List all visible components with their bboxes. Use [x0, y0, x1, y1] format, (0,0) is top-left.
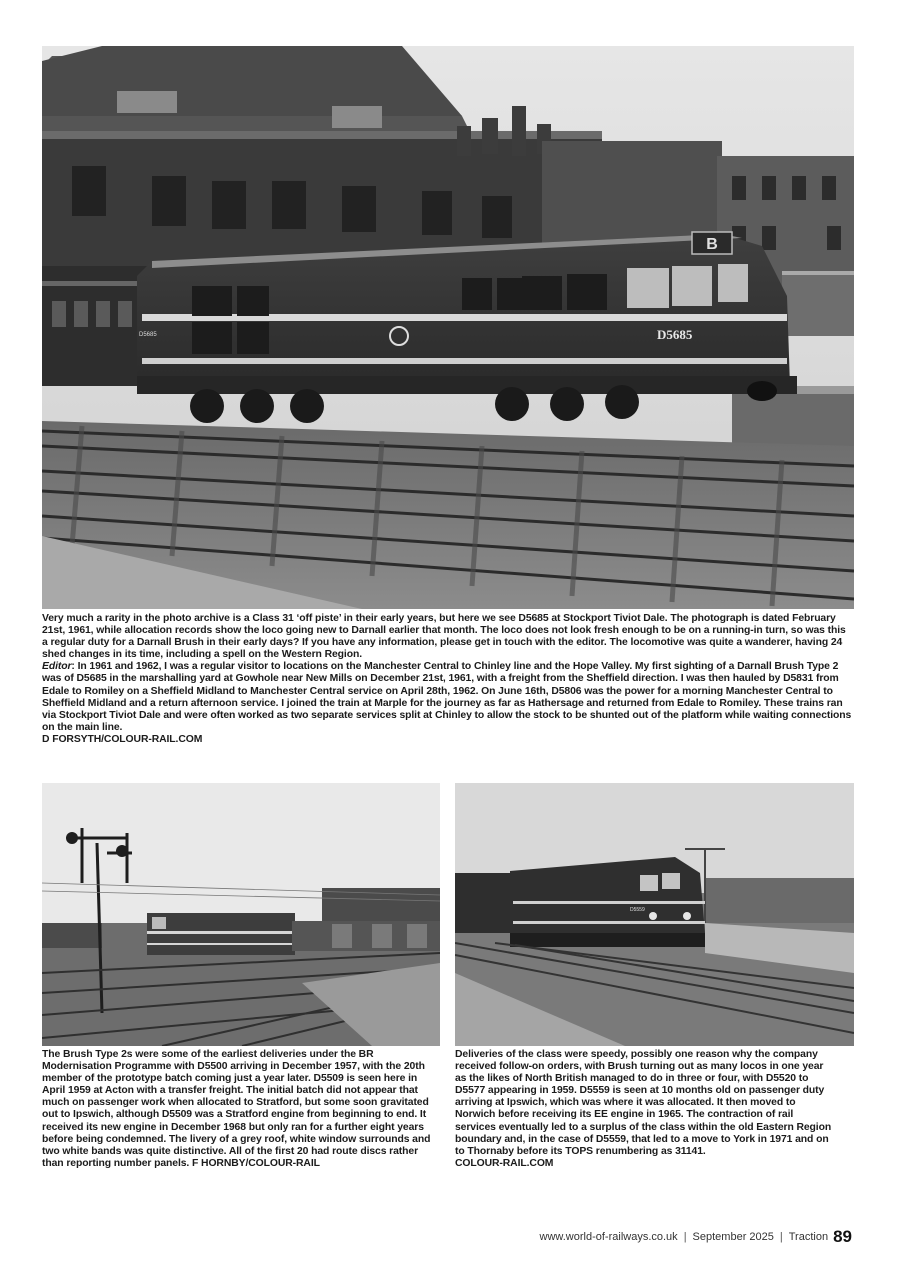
- photo-d5559-ipswich: [455, 783, 854, 1046]
- main-photo-class31-d5685: [42, 46, 854, 609]
- footer-separator: |: [683, 1231, 687, 1243]
- footer-issue: September 2025: [692, 1231, 774, 1243]
- caption-right-text: Deliveries of the class were speedy, possibly one reason why the company received follow-on orders, with Brush turning out as many locos in one year as the likes of North British managed to do in three or four, with D5520 to D5577 appearing in 1959. D5559 is seen at 10 months old on passenger duty arriving at Ipswich, which was where it was allocated. It then moved to Norwich before receiving its EE engine in 1965. The contraction of rail services eventually led to a surplus of the class within the old Eastern Region boundary and, in the case of D5559, that led to a move to York in 1971 and on to Thornaby before its TOPS renumbering as 31141.: [455, 1049, 832, 1157]
- cab-number: D5559: [630, 907, 645, 913]
- caption-right-credit: COLOUR-RAIL.COM: [455, 1157, 554, 1169]
- loco-number-side: D5685: [657, 327, 693, 342]
- page-number: 89: [833, 1227, 852, 1246]
- footer-separator: |: [779, 1231, 783, 1243]
- editor-label: Editor: [42, 661, 72, 673]
- caption-left-text: The Brush Type 2s were some of the earliest deliveries under the BR Modernisation Programme with D5500 arriving in December 1957, with the 20th member of the prototype batch coming just a year later. D5509 is seen here in April 1959 at Acton with a transfer freight. The initial batch did not appear that much on passenger work when allocated to Stratford, but some soon gravitated out to Ipswich, although D5509 was a Stratford engine from beginning to end. It received its new engine in December 1968 but only ran for a further eight years before being condemned. The livery of a grey roof, white window surrounds and two white bands was quite distinctive. All of the first 20 had route discs rather than reporting number panels.: [42, 1049, 431, 1169]
- footer-website: www.world-of-railways.co.uk: [539, 1231, 678, 1243]
- caption-main-credit: D FORSYTH/COLOUR-RAIL.COM: [42, 733, 203, 745]
- headcode-panel: B: [706, 236, 718, 253]
- right-photo-caption: [455, 1049, 835, 1170]
- main-photo-caption: [42, 613, 854, 746]
- page-footer: [540, 1226, 852, 1248]
- caption-left-credit: F HORNBY/COLOUR-RAIL: [192, 1157, 320, 1169]
- loco-number-cab: D5685: [139, 332, 157, 338]
- left-photo-caption: [42, 1049, 434, 1170]
- caption-main-editor-note: [42, 661, 854, 734]
- editor-text: : In 1961 and 1962, I was a regular visitor to locations on the Manchester Central to Chinley line and the Hope Valley. My first sighting of a Darnall Brush Type 2 was of D5685 in the marshalling yard at Gowhole near New Mills on December 21st, 1961, with a freight from the Sheffield direction. I was then hauled by D5831 from Edale to Romiley on a Sheffield Midland to Manchester Central service on April 28th, 1962. On June 16th, D5806 was the power for a morning Manchester Central to Sheffield Midland and a return afternoon service. I joined the train at Marple for the journey as far as Hathersage and returned from Edale to Romiley. These trains ran via Stockport Tiviot Dale and were often worked as two separate services split at Chinley to allow the stock to be shunted out of the platform while waiting connections on the main line.: [42, 661, 852, 733]
- footer-magazine: Traction: [788, 1231, 829, 1243]
- caption-main-text: Very much a rarity in the photo archive is a Class 31 ‘off piste’ in their early years, but here we see D5685 at Stockport Tiviot Dale. The photograph is dated February 21st, 1961, while allocation records show the loco going new to Darnall earlier that month. The loco does not look fresh enough to be on a running-in turn, so was this a regular duty for a Darnall Brush in their early days? If you have any information, please get in touch with the editor. The locomotive was quite a wanderer, having 24 shed changes in its time, including a spell on the Western Region.: [42, 613, 846, 661]
- photo-d5509-acton: [42, 783, 440, 1046]
